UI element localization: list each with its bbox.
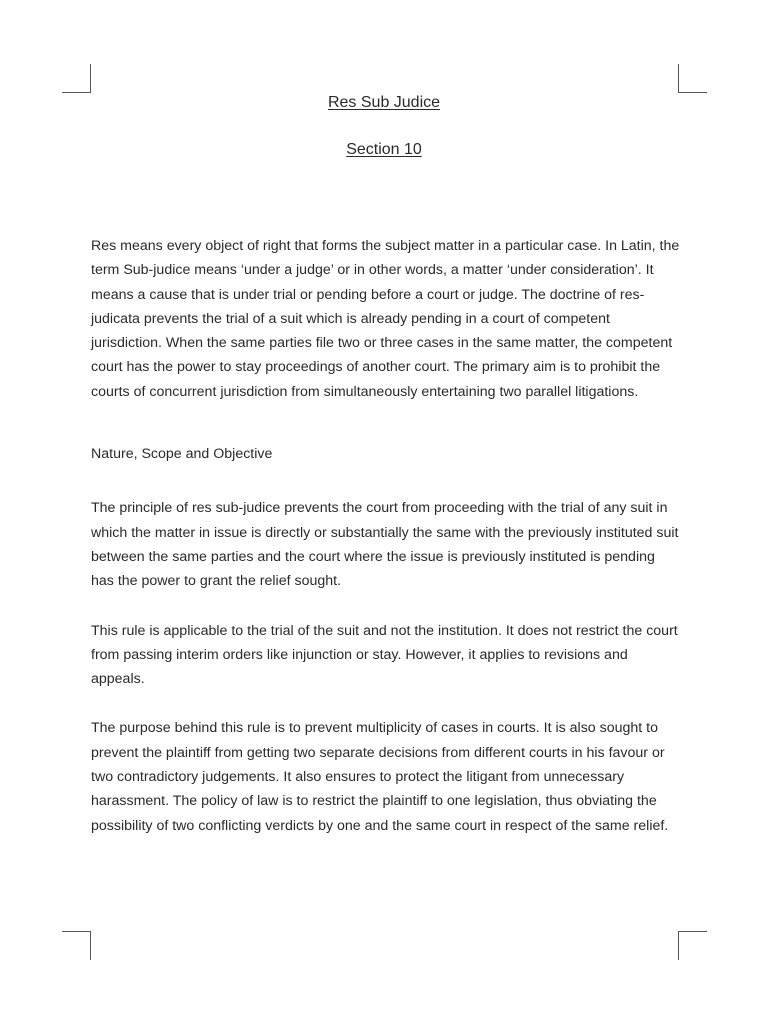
crop-mark-bottom-right [678, 931, 707, 960]
document-subtitle: Section 10 [346, 141, 422, 158]
crop-mark-bottom-left [62, 931, 91, 960]
body-paragraph: This rule is applicable to the trial of the suit and not the institution. It does not restrict the court from passing interim orders like injunction or stay. However, it applies to revisions and appeals. [91, 622, 678, 688]
document-title: Res Sub Judice [327, 94, 441, 111]
body-paragraph: The purpose behind this rule is to prevent multiplicity of cases in courts. It is also sought to prevent the plaintiff from getting two separate decisions from different courts in his favour or two contradictory judgements. It also ensures to protect the litigant from unnecessary harassment. The policy of law is to restrict the plaintiff to one legislation, thus obviating the possibility of two conflicting verdicts by one and the same court in respect of the same relief. [91, 720, 669, 834]
crop-mark-top-left [62, 64, 91, 93]
section-heading: Nature, Scope and Objective [91, 446, 273, 463]
crop-mark-top-right [678, 64, 707, 93]
body-paragraph: The principle of res sub-judice prevents the court from proceeding with the trial of any suit in which the matter in issue is directly or substantially the same with the previously instituted suit between the same parties and the court where the issue is previously instituted is pending has the power to grant the relief sought. [91, 500, 679, 590]
intro-paragraph: Res means every object of right that forms the subject matter in a particular case. In Latin, the term Sub-judice means ‘under a judge’ or in other words, a matter ‘under consideration’. It means a cause that is under trial or pending before a court or judge. The doctrine of res-judicata prevents the trial of a suit which is already pending in a court of competent jurisdiction. When the same parties file two or three cases in the same matter, the competent court has the power to stay proceedings of another court. The primary aim is to prohibit the courts of concurrent jurisdiction from simultaneously entertaining two parallel litigations. [91, 238, 680, 400]
document-body [91, 234, 681, 838]
